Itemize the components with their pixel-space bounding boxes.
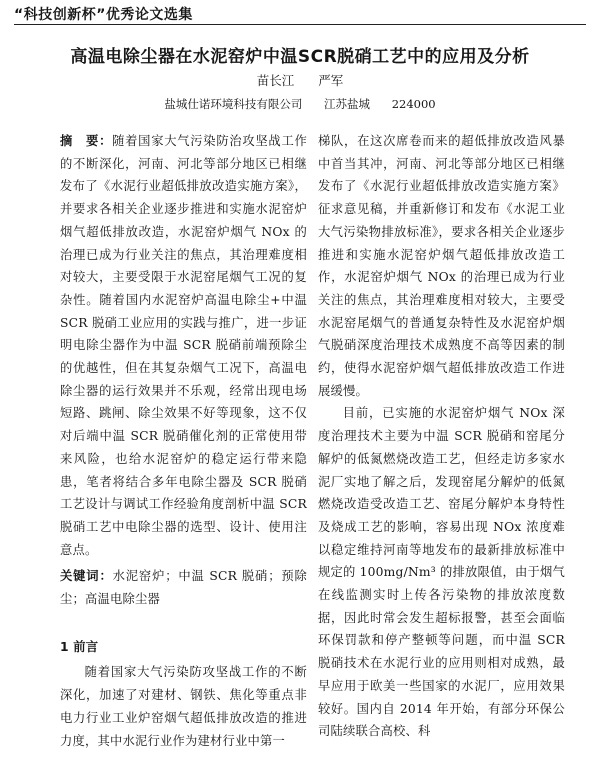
affiliation-location: 江苏盐城 [324, 97, 371, 111]
paper-title: 高温电除尘器在水泥窑炉中温SCR脱硝工艺中的应用及分析 [70, 47, 530, 67]
abstract-text: 随着国家大气污染防治攻坚战工作的不断深化，河南、河北等部分地区已相继发布了《水泥行业超低排放改造实施方案》，并要求各相关企业逐步推进和实施水泥窑炉烟气超低排放改造，水泥窑炉烟气 NOx 的治理已成为行业关注的焦点，其治理难度相对较大，主要受限于水泥窑尾烟气工况的复杂性。随着国内水泥窑炉高温电除尘+中温 SCR 脱硝工业应用的实践与推广，进一步证明电除尘器作为中温 SCR 脱硝前端预除尘的优越性，但在其复杂烟气工况下，高温电除尘器的运行效果并不乐观，经常出现电场短路、跳闸、除尘效果不好等现象，这不仅对后端中温 SCR 脱硝催化剂的正常使用带来风险，也给水泥窑炉的稳定运行带来隐患，笔者将结合多年电除尘器及 SCR 脱硝工艺设计与调试工作经验角度剖析中温 SCR 脱硝工艺中电除尘器的选型、设计、使用注意点。 [60, 134, 307, 557]
author-name: 严军 [318, 73, 344, 88]
journal-series-header: “科技创新杯”优秀论文选集 [14, 7, 193, 23]
affiliation-postcode: 224000 [391, 97, 436, 111]
body-paragraph: 目前，已实施的水泥窑炉烟气 NOx 深度治理技术主要为中温 SCR 脱硝和窑尾分解炉的低氮燃烧改造工艺，但经走访多家水泥厂实地了解之后，发现窑尾分解炉的低氮燃烧改造受改造工艺、窑尾分解炉本身特性及烧成工艺的影响，容易出现 NOx 浓度难以稳定维持河南等地发布的最新排放标准中规定的 100mg/Nm³ 的排放限值，由于烟气在线监测实时上传各污染物的排放浓度数据，因此时常会发生超标报警，甚至会面临环保罚款和停产整顿等问题，而中温 SCR 脱硝技术在水泥行业的应用则相对成熟，最早应用于欧美一些国家的水泥厂，应用效果较好。国内自 2014 年开始，有部分环保公司陆续联合高校、科 [318, 406, 565, 739]
keywords-text: 水泥窑炉；中温 SCR 脱硝；预除尘；高温电除尘器 [60, 569, 307, 607]
abstract [60, 130, 307, 561]
affiliation [0, 96, 600, 112]
left-column [60, 130, 307, 752]
abstract-label: 摘 要： [60, 134, 113, 148]
affiliation-org: 盐城仕诺环境科技有限公司 [164, 97, 303, 111]
header-rule [14, 24, 586, 25]
right-column [318, 130, 565, 743]
keywords-label: 关键词： [60, 569, 113, 584]
author-list [0, 71, 600, 89]
body-paragraph-continued: 梯队，在这次席卷而来的超低排放改造风暴中首当其冲，河南、河北等部分地区已相继发布了《水泥行业超低排放改造实施方案》征求意见稿，并重新修订和发布《水泥工业大气污染物排放标准》，要求各相关企业逐步推进和实施水泥窑炉烟气超低排放改造工作，水泥窑炉烟气 NOx 的治理已成为行业关注的焦点，其治理难度相对较大，主要受水泥窑尾烟气的普通复杂特性及水泥窑炉烟气脱硝深度治理技术成熟度不高等因素的制约，使得水泥窑炉烟气超低排放改造工作进展缓慢。 [318, 134, 565, 398]
section-heading: 1 前言 [60, 639, 99, 654]
keywords [60, 565, 307, 610]
body-paragraph: 随着国家大气污染防攻坚战工作的不断深化，加速了对建材、钢铁、焦化等重点非电力行业工业炉窑烟气超低排放改造的推进力度，其中水泥行业作为建材行业中第一 [60, 665, 307, 748]
author-name: 苗长江 [256, 73, 295, 88]
